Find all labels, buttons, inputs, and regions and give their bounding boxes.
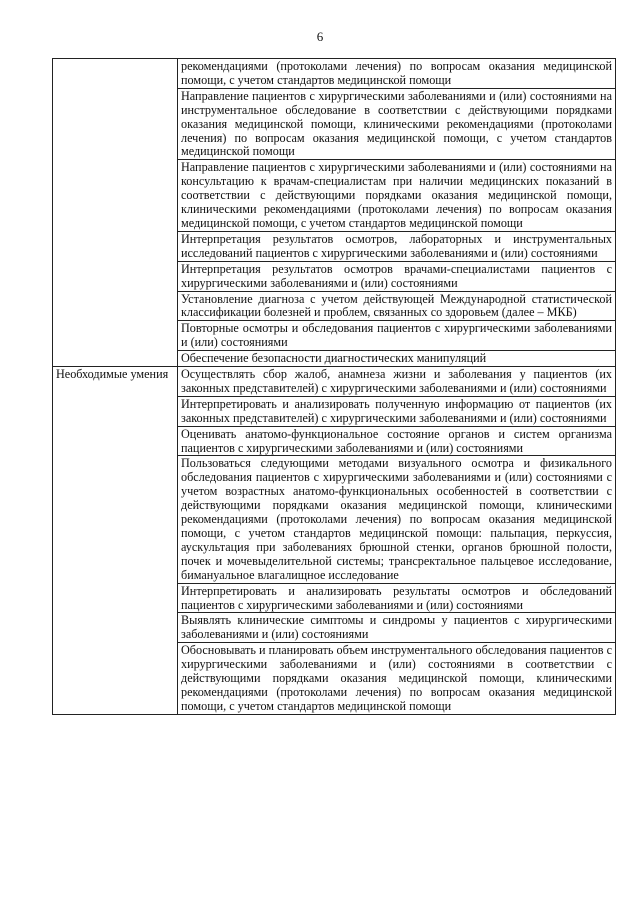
table-row	[53, 59, 616, 89]
requirement-cell: Направление пациентов с хирургическими заболеваниями и (или) состояниями на консультацию к врачам-специалистам при наличии медицинских показаний в соответствии с действующими порядками оказания медицинской помощи, клиническими рекомендациями (протоколами лечения) по вопросам оказания медицинской помощи, с учетом стандартов медицинской помощи	[178, 160, 616, 232]
functions-table	[52, 58, 616, 715]
requirement-cell: Осуществлять сбор жалоб, анамнеза жизни и заболевания у пациентов (их законных представителей) с хирургическими заболеваниями и (или) состояниями	[178, 367, 616, 397]
requirement-cell: Обеспечение безопасности диагностических манипуляций	[178, 351, 616, 367]
requirement-cell: Пользоваться следующими методами визуального осмотра и физикального обследования пациентов с хирургическими заболеваниями и (или) состояниями с учетом возрастных анатомо-функциональных особенностей в соответствии с действующими порядками оказания медицинской помощи, клиническими рекомендациями (протоколами лечения) по вопросам оказания медицинской помощи, с учетом стандартов медицинской помощи: пальпация, перкуссия, аускультация при заболеваниях брюшной стенки, органов брюшной полости, почек и мочевыделительной системы; трансректальное пальцевое исследование, бимануальное влагалищное исследование	[178, 456, 616, 583]
requirement-cell: Обосновывать и планировать объем инструментального обследования пациентов с хирургическими заболеваниями и (или) состояниями в соответствии с действующими порядками оказания медицинской помощи, клиническими рекомендациями (протоколами лечения) по вопросам оказания медицинской помощи, с учетом стандартов медицинской помощи	[178, 643, 616, 715]
requirement-cell: Установление диагноза с учетом действующей Международной статистической классификации болезней и проблем, связанных со здоровьем (далее – МКБ)	[178, 291, 616, 321]
requirement-cell: Оценивать анатомо-функциональное состояние органов и систем организма пациентов с хирургическими заболеваниями и (или) состояниями	[178, 426, 616, 456]
requirement-cell: Интерпретировать и анализировать полученную информацию от пациентов (их законных представителей) с хирургическими заболеваниями и (или) состояниями	[178, 396, 616, 426]
page-number: 6	[316, 29, 324, 44]
requirement-cell: рекомендациями (протоколами лечения) по вопросам оказания медицинской помощи, с учетом стандартов медицинской помощи	[178, 59, 616, 89]
row-label	[53, 59, 178, 367]
table-row	[53, 367, 616, 397]
requirement-cell: Выявлять клинические симптомы и синдромы у пациентов с хирургическими заболеваниями и (или) состояниями	[178, 613, 616, 643]
requirement-cell: Интерпретация результатов осмотров, лабораторных и инструментальных исследований пациентов с хирургическими заболеваниями и (или) состояниями	[178, 231, 616, 261]
requirement-cell: Направление пациентов с хирургическими заболеваниями и (или) состояниями на инструментальное обследование в соответствии с действующими порядками оказания медицинской помощи, клиническими рекомендациями (протоколами лечения) по вопросам оказания медицинской помощи, с учетом стандартов медицинской помощи	[178, 88, 616, 160]
row-label: Необходимые умения	[53, 367, 178, 715]
requirement-cell: Повторные осмотры и обследования пациентов с хирургическими заболеваниями и (или) состояниями	[178, 321, 616, 351]
table-body	[53, 59, 616, 715]
requirement-cell: Интерпретировать и анализировать результаты осмотров и обследований пациентов с хирургическими заболеваниями и (или) состояниями	[178, 583, 616, 613]
requirement-cell: Интерпретация результатов осмотров врачами-специалистами пациентов с хирургическими заболеваниями и (или) состояниями	[178, 261, 616, 291]
